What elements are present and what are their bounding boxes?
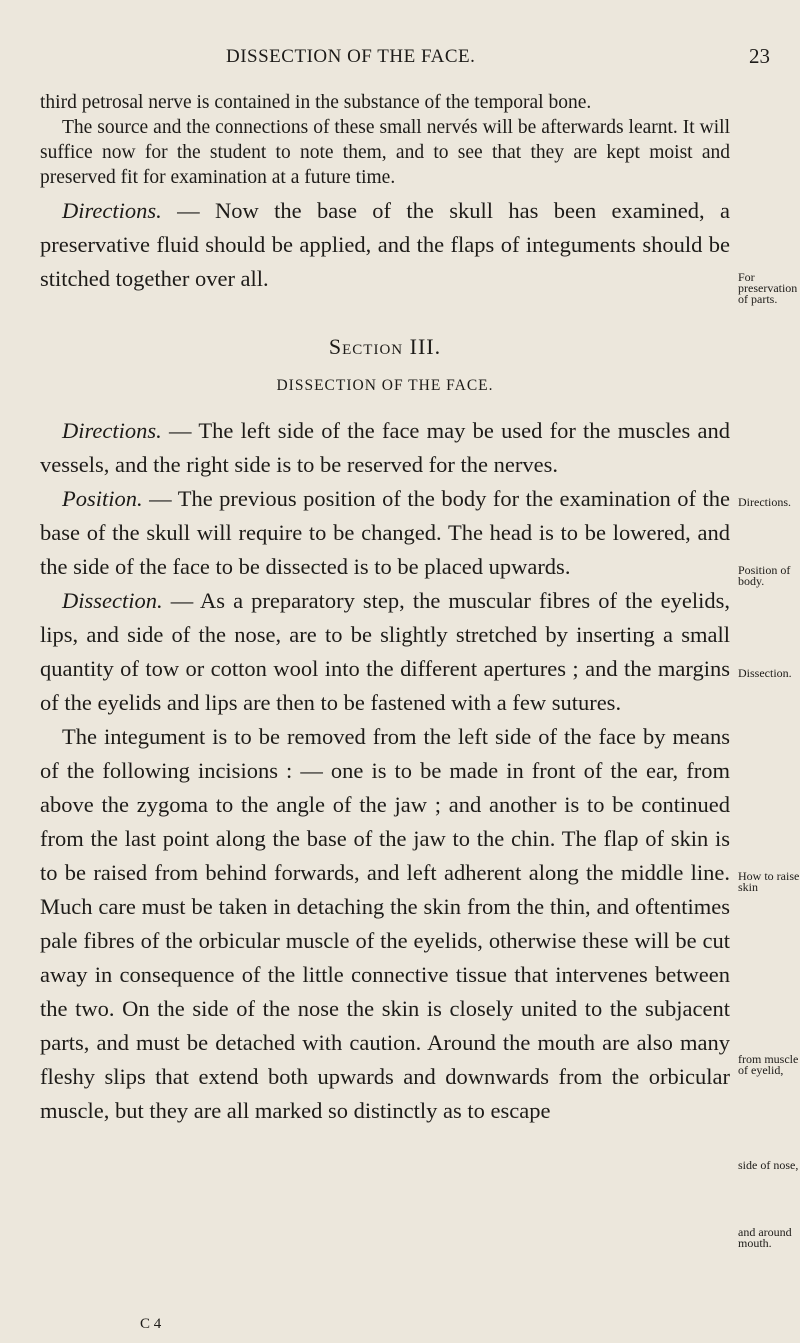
paragraph-3-lead: Directions.	[62, 198, 162, 223]
paragraph-5	[40, 482, 730, 584]
margin-note-position: Position of body.	[738, 563, 791, 588]
section-subtitle: DISSECTION OF THE FACE.	[276, 377, 494, 394]
margin-note-dissection: Dissection.	[738, 666, 792, 680]
paragraph-4	[40, 414, 730, 482]
signature-mark: C 4	[140, 1316, 162, 1332]
paragraph-5-text: — The previous position of the body for the examination of the base of the skull will require to be changed. The head is to be lowered, and the side of the face to be dissected is to be placed upwards.	[40, 486, 730, 579]
page-number: 23	[749, 44, 770, 68]
paragraph-1	[40, 90, 730, 115]
margin-note-from-muscle: from muscle of eyelid,	[738, 1052, 799, 1077]
paragraph-5-lead: Position.	[62, 486, 143, 511]
margin-note-how-to-raise: How to raise skin	[738, 869, 800, 894]
paragraph-3	[40, 194, 730, 296]
paragraph-6-text: — As a preparatory step, the muscular fibres of the eyelids, lips, and side of the nose, are to be slightly stretched by inserting a small quantity of tow or cotton wool into the different apertures ; and the margins of the eyelids and lips are then to be fastened with a few sutures.	[40, 588, 730, 715]
paragraph-1-text: third petrosal nerve is contained in the substance of the temporal bone.	[40, 92, 592, 113]
margin-note-side-of-nose: side of nose,	[738, 1158, 799, 1172]
paragraph-3-text: — Now the base of the skull has been examined, a preservative fluid should be applied, and the flaps of integuments should be stitched together over all.	[40, 198, 730, 291]
paragraph-4-lead: Directions.	[62, 418, 162, 443]
margin-note-preservation: For preservation of parts.	[738, 270, 798, 306]
paragraph-6-lead: Dissection.	[62, 588, 163, 613]
page-header	[0, 44, 800, 70]
paragraph-6	[40, 584, 730, 720]
margin-note-directions: Directions.	[738, 495, 791, 509]
margin-note-around-mouth: and around mouth.	[738, 1225, 792, 1250]
section-title: Section III.	[328, 334, 442, 359]
paragraph-4-text: — The left side of the face may be used for the muscles and vessels, and the right side is to be reserved for the nerves.	[40, 418, 730, 477]
paragraph-7: The integument is to be removed from the left side of the face by means of the following incisions : — one is to be made in front of the ear, from above the zygoma to the angle of the jaw ; and another is to be continued from the last point along the base of the jaw to the chin. The flap of skin is to be raised from behind forwards, and left adherent along the middle line. Much care must be taken in detaching the skin from the thin, and oftentimes pale fibres of the orbicular muscle of the eyelids, otherwise these will be cut away in consequence of the little connective tissue that intervenes between the two. On the side of the nose the skin is closely united to the subjacent parts, and must be detached with caution. Around the mouth are also many fleshy slips that extend both upwards and downwards from the orbicular muscle, but they are all marked so distinctly as to escape	[40, 724, 730, 1123]
body-text	[40, 90, 730, 1128]
running-head: DISSECTION OF THE FACE.	[226, 46, 476, 67]
paragraph-2: The source and the connections of these small nervés will be afterwards learnt. It will suffice now for the student to note them, and to see that they are kept moist and preserved fit for examination at a future time.	[40, 117, 730, 188]
